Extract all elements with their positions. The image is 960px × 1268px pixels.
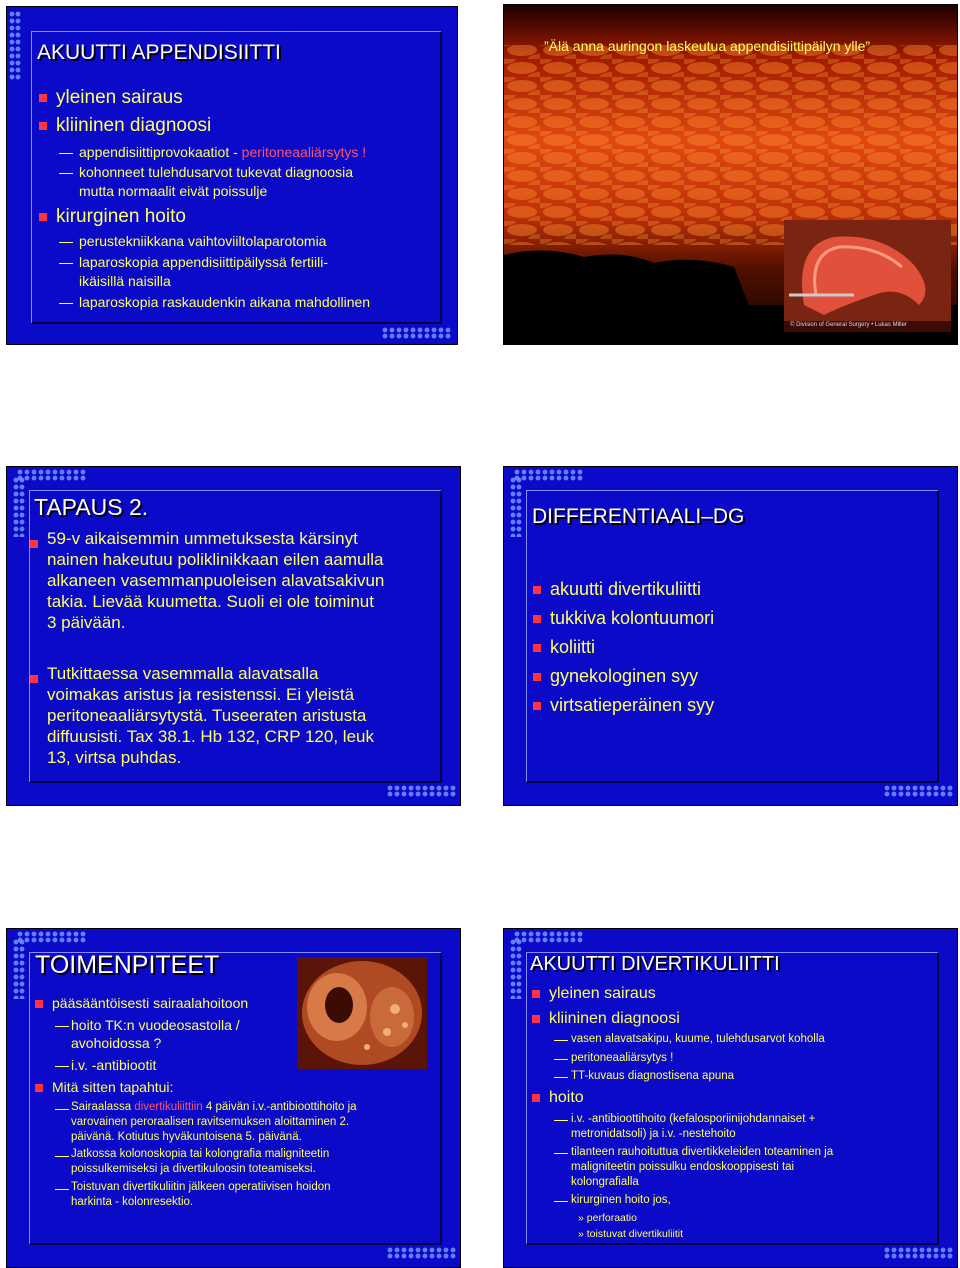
decor-dots (17, 469, 87, 481)
sub-sub-item (578, 1212, 637, 1224)
dash-icon (59, 303, 73, 304)
bullet-text: kliininen diagnoosi (56, 115, 212, 136)
bullet-text: pääsääntöisesti sairaalahoitoon (52, 995, 249, 1011)
decor-dots (387, 1247, 457, 1259)
bullet-text: yleinen sairaus (549, 985, 656, 1002)
paragraph-line: 59-v aikaisemmin ummetuksesta kärsinyt (47, 529, 358, 548)
bullet-square-icon (532, 1015, 540, 1023)
sub-item: i.v. -antibiootit (71, 1057, 157, 1073)
dash-icon (55, 1189, 69, 1190)
list-text: koliitti (550, 637, 596, 657)
bullet-square-icon (39, 94, 47, 102)
slide-title: AKUUTTI DIVERTIKULIITTI (530, 953, 780, 975)
sub-item: kohonneet tulehdusarvot tukevat diagnoosia (79, 164, 353, 180)
bullet-square-icon (533, 673, 541, 681)
slide-title: ”Älä anna auringon laskeutua appendisiittipäilyn ylle” (544, 38, 871, 54)
sub-item-cont: kolongrafialla (571, 1176, 639, 1188)
list-text: gynekologinen syy (550, 666, 699, 686)
sub-item: peritoneaaliärsytys ! (571, 1052, 674, 1064)
dash-icon (55, 1026, 69, 1027)
decor-dots (884, 1247, 954, 1259)
dash-icon (554, 1059, 568, 1060)
detail-line: poissulkemiseksi ja divertikuloosin toteamiseksi. (71, 1163, 316, 1175)
bullet-item (39, 115, 211, 137)
sub-item: laparoskopia appendisiittipäilyssä fertiili- (79, 254, 329, 270)
paragraph-line: 3 päivään. (47, 613, 126, 632)
list-item (533, 666, 698, 687)
sub-item: kirurginen hoito jos, (571, 1194, 671, 1206)
dash-icon (554, 1153, 568, 1154)
bullet-square-icon (533, 644, 541, 652)
dash-icon (554, 1201, 568, 1202)
detail-text: 4 päivän i.v.-antibioottihoito ja (202, 1101, 357, 1113)
bullet-square-icon (35, 1000, 43, 1008)
list-item (533, 637, 595, 658)
bullet-text: kirurginen hoito (56, 206, 186, 227)
image-caption: © Division of General Surgery • Lukas Miller (790, 322, 907, 328)
dash-icon (59, 263, 73, 264)
bullet-item (35, 1079, 173, 1095)
decor-dots (510, 939, 522, 999)
decor-dots (510, 477, 522, 537)
bullet-item (532, 1010, 680, 1028)
sub-sub-item (578, 1228, 683, 1240)
detail-line (71, 1101, 357, 1113)
slide-divertikuliitti (503, 928, 958, 1268)
bullet-square-icon (533, 702, 541, 710)
list-text: tukkiva kolontuumori (550, 608, 715, 628)
sub-text-highlight: peritoneaaliärsytys ! (241, 144, 367, 160)
decor-dots (387, 785, 457, 797)
slide-title: TOIMENPITEET (35, 951, 220, 979)
detail-line: päivänä. Kotiutus hyväkuntoisena 5. päivänä. (71, 1131, 302, 1143)
paragraph-line: alkaneen vasemmanpuoleisen alavatsakivun (47, 571, 385, 590)
bullet-text: kliininen diagnoosi (549, 1010, 680, 1027)
bullet-text: yleinen sairaus (56, 87, 183, 108)
bullet-square-icon (532, 1094, 540, 1102)
slide-toimenpiteet (6, 928, 461, 1268)
detail-text: Sairaalassa (71, 1101, 135, 1113)
sub-sub-text: toistuvat divertikuliitit (586, 1228, 684, 1240)
bullet-square-icon (30, 675, 38, 683)
paragraph-line: Tutkittaessa vasemmalla alavatsalla (47, 664, 319, 683)
bullet-item (39, 87, 183, 109)
bullet-text: hoito (549, 1089, 584, 1106)
bullet-square-icon (39, 122, 47, 130)
list-item (533, 608, 714, 629)
paragraph-line: 13, virtsa puhdas. (47, 748, 182, 767)
slide-tapaus (6, 466, 461, 806)
bullet-item (35, 995, 248, 1011)
sub-item-cont: maligniteetin poissulku endoskooppisesti tai (571, 1161, 795, 1173)
sub-item: tilanteen rauhoituttua divertikkeleiden toteaminen ja (571, 1146, 834, 1158)
bullet-marker (30, 535, 47, 553)
dash-icon (59, 242, 73, 243)
sub-item: laparoskopia raskaudenkin aikana mahdollinen (79, 294, 371, 310)
bullet-text: Mitä sitten tapahtui: (52, 1079, 174, 1095)
list-text: virtsatieperäinen syy (550, 695, 715, 715)
slide-appendisiitti (6, 6, 458, 345)
bullet-marker (30, 670, 47, 688)
paragraph-line: peritoneaaliärsytystä. Tuseeraten aristusta (47, 706, 367, 725)
sub-item-cont: ikäisillä naisilla (79, 273, 171, 289)
paragraph-line: nainen hakeutuu poliklinikkaan eilen aamulla (47, 550, 384, 569)
bullet-square-icon (35, 1084, 43, 1092)
bullet-square-icon (533, 586, 541, 594)
paragraph-line: takia. Lievää kuumetta. Suoli ei ole toiminut (47, 592, 374, 611)
list-item (533, 695, 714, 716)
dash-icon (554, 1120, 568, 1121)
decor-dots (17, 931, 87, 943)
list-item (533, 579, 701, 600)
dash-icon (55, 1066, 69, 1067)
raquo-icon: » (578, 1228, 587, 1240)
slide-title: AKUUTTI APPENDISIITTI (37, 41, 281, 64)
bullet-item (532, 985, 656, 1003)
list-text: akuutti divertikuliitti (550, 579, 702, 599)
paragraph-line: voimakas aristus ja resistenssi. Ei yleistä (47, 685, 355, 704)
decor-dots (514, 469, 584, 481)
sub-sub-text: perforaatio (586, 1212, 637, 1224)
bullet-square-icon (532, 990, 540, 998)
colonoscopy-image (297, 957, 427, 1069)
slide-title: TAPAUS 2. (34, 494, 149, 520)
sub-item-cont: metronidatsoli) ja i.v. -nestehoito (571, 1128, 736, 1140)
decor-dots (514, 931, 584, 943)
sub-item: i.v. -antibioottihoito (kefalosporiinijohdannaiset + (571, 1113, 816, 1125)
sub-item: vasen alavatsakipu, kuume, tulehdusarvot koholla (571, 1033, 825, 1045)
detail-line: Jatkossa kolonoskopia tai kolongrafia maligniteetin (71, 1148, 330, 1160)
sub-item: hoito TK:n vuodeosastolla / (71, 1017, 240, 1033)
detail-text-highlight: divertikuliittiin (134, 1101, 203, 1113)
sub-item: perustekniikkana vaihtoviiltolaparotomia (79, 233, 327, 249)
decor-dots (382, 327, 452, 339)
raquo-icon: » (578, 1212, 587, 1224)
slide-title: DIFFERENTIAALI–DG (532, 505, 745, 528)
paragraph-line: diffuusisti. Tax 38.1. Hb 132, CRP 120, leuk (47, 727, 374, 746)
dash-icon (554, 1040, 568, 1041)
sub-text: appendisiittiprovokaatiot - (79, 144, 242, 160)
bullet-square-icon (39, 213, 47, 221)
sub-item: TT-kuvaus diagnostisena apuna (571, 1070, 735, 1082)
sub-item-cont: avohoidossa ? (71, 1035, 162, 1051)
bullet-square-icon (533, 615, 541, 623)
sub-item-cont: mutta normaalit eivät poissulje (79, 183, 268, 199)
decor-dots (13, 477, 25, 537)
sunset-clouds-image (504, 5, 957, 344)
decor-dots (884, 785, 954, 797)
decor-dots (13, 939, 25, 999)
sub-item (79, 144, 366, 160)
dash-icon (554, 1077, 568, 1078)
detail-line: harkinta - kolonresektio. (71, 1196, 194, 1208)
dash-icon (55, 1109, 69, 1110)
detail-line: Toistuvan divertikuliitin jälkeen operatiivisen hoidon (71, 1181, 331, 1193)
slide-sunset (503, 4, 958, 345)
slide-differential (503, 466, 958, 806)
bullet-square-icon (30, 540, 38, 548)
dash-icon (59, 153, 73, 154)
decor-dots (9, 11, 21, 81)
dash-icon (59, 173, 73, 174)
bullet-item (532, 1089, 584, 1107)
detail-line: varovainen peroraalisen ravitsemuksen aloittaminen 2. (71, 1116, 350, 1128)
bullet-item (39, 206, 186, 228)
dash-icon (55, 1156, 69, 1157)
